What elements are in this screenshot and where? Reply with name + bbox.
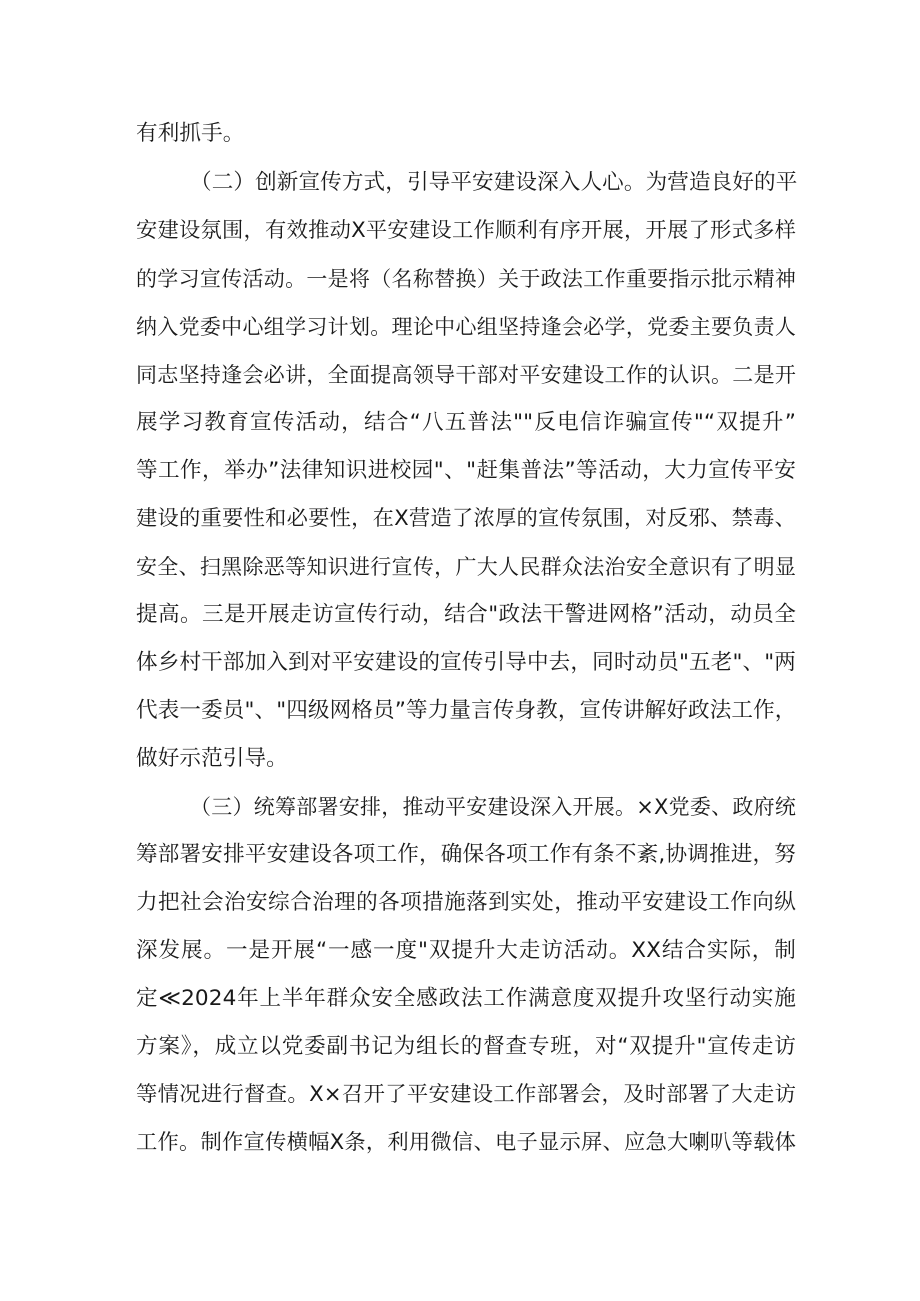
paragraph-line: 有利抓手。 (136, 121, 245, 146)
paragraph-line: 代表一委员"、"四级网格员”等力量言传身教，宣传讲解好政法工作， (136, 698, 797, 723)
paragraph-line: 同志坚持逢会必讲，全面提高领导干部对平安建设工作的认识。二是开 (136, 363, 796, 387)
paragraph-line: 深发展。一是开展“一感一度"双提升大走访活动。XX结合实际，制 (136, 938, 796, 963)
paragraph-line: 等工作，举办”法律知识进校园"、"赶集普法”等活动，大力宣传平安 (136, 458, 796, 483)
paragraph-line: 建设的重要性和必要性，在X营造了浓厚的宣传氛围，对反邪、禁毒、 (136, 506, 796, 531)
section-heading-line: （三）统筹部署安排，推动平安建设深入开展。×X党委、政府统 (190, 795, 796, 819)
paragraph-line: 体乡村干部加入到对平安建设的宣传引导中去，同时动员"五老"、"两 (136, 650, 796, 675)
paragraph-line: 筹部署安排平安建设各项工作，确保各项工作有条不紊,协调推进，努 (136, 842, 796, 867)
paragraph-line: 定≪2024年上半年群众安全感政法工作满意度双提升攻坚行动实施 (136, 986, 796, 1011)
paragraph-line: 展学习教育宣传活动，结合“八五普法""反电信诈骗宣传"“双提升” (136, 410, 796, 435)
paragraph-line: 方案》，成立以党委副书记为组长的督查专班，对“双提升"宣传走访 (136, 1034, 796, 1059)
paragraph-line: 安全、扫黑除恶等知识进行宣传，广大人民群众法治安全意识有了明显 (136, 555, 796, 579)
paragraph-line: 做好示范引导。 (136, 746, 288, 771)
paragraph-line: 安建设氛围，有效推动X平安建设工作顺利有序开展，开展了形式多样 (136, 218, 796, 243)
paragraph-line: 提高。三是开展走访宣传行动，结合"政法干警进网格”活动，动员全 (136, 602, 796, 627)
paragraph-line: 工作。制作宣传横幅X条，利用微信、电子显示屏、应急大喇叭等载体 (136, 1130, 796, 1155)
paragraph-line: 的学习宣传活动。一是将（名称替换）关于政法工作重要指示批示精神 (136, 267, 796, 291)
paragraph-line: 纳入党委中心组学习计划。理论中心组坚持逢会必学，党委主要负责人 (136, 315, 796, 339)
section-heading-line: （二）创新宣传方式，引导平安建设深入人心。为营造良好的平 (190, 170, 798, 195)
paragraph-line: 力把社会治安综合治理的各项措施落到实处，推动平安建设工作向纵 (136, 890, 796, 915)
paragraph-line: 等情况进行督查。X×召开了平安建设工作部署会，及时部署了大走访 (136, 1082, 796, 1107)
